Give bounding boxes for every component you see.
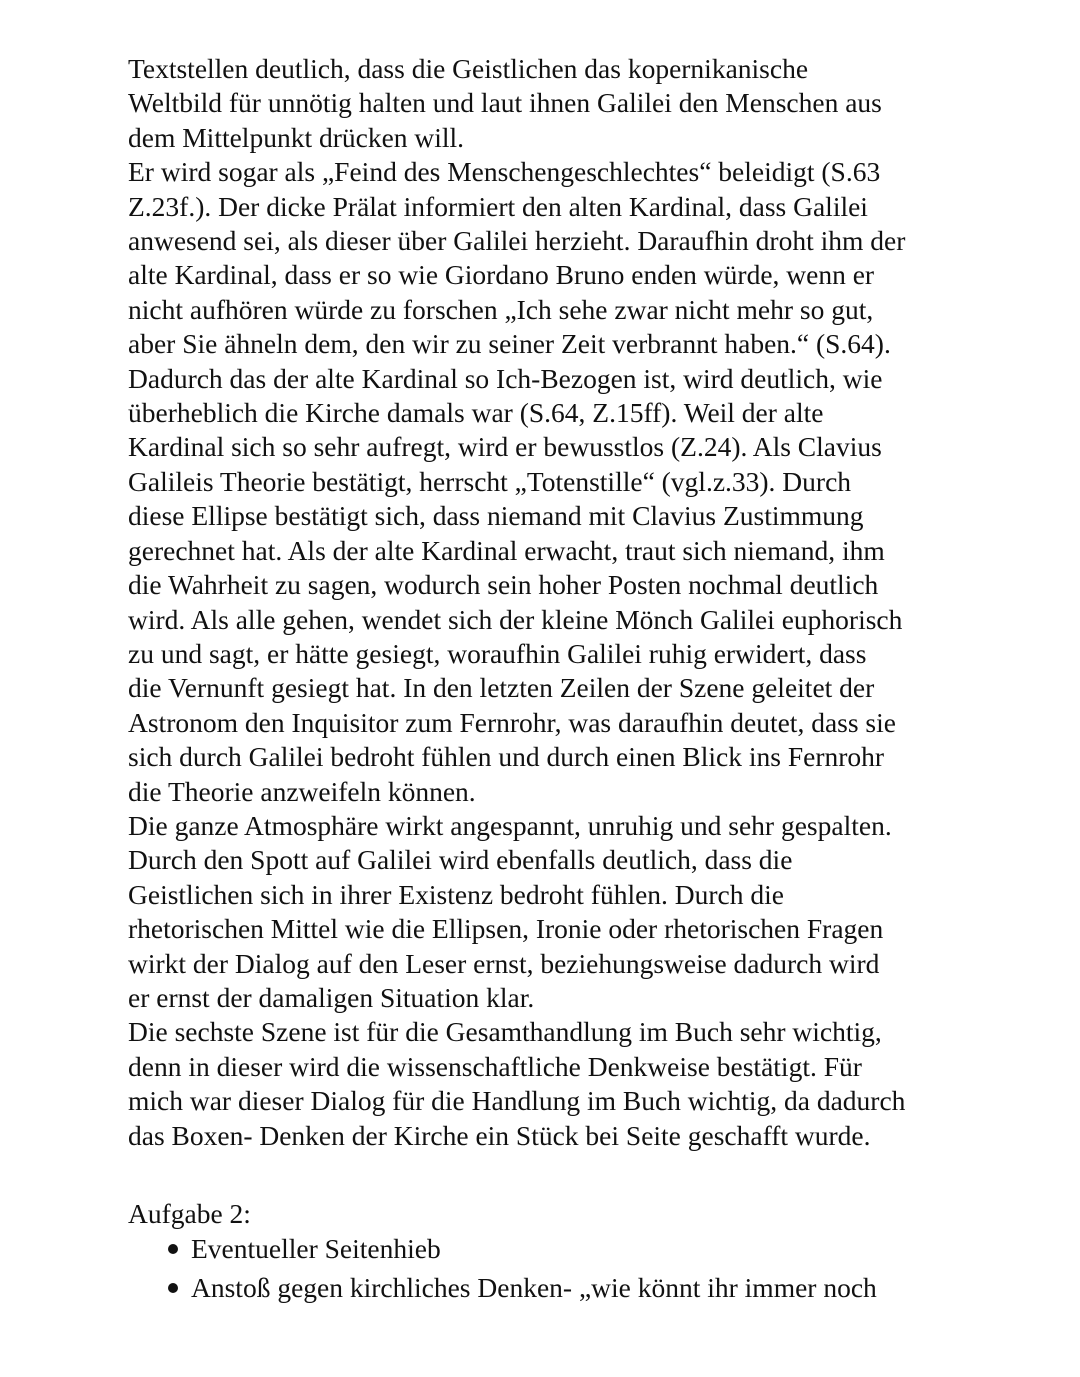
text-line: gerechnet hat. Als der alte Kardinal erwacht, traut sich niemand, ihm xyxy=(128,534,885,566)
text-line: rhetorischen Mittel wie die Ellipsen, Ironie oder rhetorischen Fragen xyxy=(128,913,884,945)
text-line: wird. Als alle gehen, wendet sich der kleine Mönch Galilei euphorisch xyxy=(128,603,903,635)
text-line: alte Kardinal, dass er so wie Giordano Bruno enden würde, wenn er xyxy=(128,259,875,291)
text-line: Durch den Spott auf Galilei wird ebenfalls deutlich, dass die xyxy=(128,844,793,876)
text-line: die Theorie anzweifeln können. xyxy=(128,775,476,807)
list-item xyxy=(165,1232,877,1266)
text-line: wirkt der Dialog auf den Leser ernst, beziehungsweise dadurch wird xyxy=(128,947,880,979)
text-line: Er wird sogar als „Feind des Menschengeschlechtes“ beleidigt (S.63 xyxy=(128,156,881,188)
text-line: Die sechste Szene ist für die Gesamthandlung im Buch sehr wichtig, xyxy=(128,1016,882,1048)
text-line: das Boxen- Denken der Kirche ein Stück bei Seite geschafft wurde. xyxy=(128,1119,871,1151)
text-line: aber Sie ähneln dem, den wir zu seiner Zeit verbrannt haben.“ (S.64). xyxy=(128,328,891,360)
text-line: Textstellen deutlich, dass die Geistlichen das kopernikanische xyxy=(128,53,809,84)
text-line: diese Ellipse bestätigt sich, dass niemand mit Clavius Zustimmung xyxy=(128,500,864,532)
text-line: dem Mittelpunkt drücken will. xyxy=(128,121,465,153)
text-line: sich durch Galilei bedroht fühlen und durch einen Blick ins Fernrohr xyxy=(128,741,885,773)
text-line: die Vernunft gesiegt hat. In den letzten Zeilen der Szene geleitet der xyxy=(128,672,875,704)
bullet-text: Anstoß gegen kirchliches Denken- „wie könnt ihr immer noch xyxy=(191,1272,877,1304)
text-line: Weltbild für unnötig halten und laut ihnen Galilei den Menschen aus xyxy=(128,87,882,119)
text-line: die Wahrheit zu sagen, wodurch sein hoher Posten nochmal deutlich xyxy=(128,569,879,601)
task-heading: Aufgabe 2: xyxy=(128,1198,251,1229)
text-line: Astronom den Inquisitor zum Fernrohr, was daraufhin deutet, dass sie xyxy=(128,706,896,738)
text-line: er ernst der damaligen Situation klar. xyxy=(128,981,535,1013)
text-line: nicht aufhören würde zu forschen „Ich sehe zwar nicht mehr so gut, xyxy=(128,293,874,325)
body-text xyxy=(128,52,968,1153)
bullet-icon xyxy=(168,1244,178,1254)
text-line: mich war dieser Dialog für die Handlung im Buch wichtig, da dadurch xyxy=(128,1085,906,1117)
text-line: anwesend sei, als dieser über Galilei herzieht. Daraufhin droht ihm der xyxy=(128,225,906,257)
bullet-list xyxy=(165,1232,877,1306)
text-line: zu und sagt, er hätte gesiegt, woraufhin Galilei ruhig erwidert, dass xyxy=(128,637,867,669)
text-line: Geistlichen sich in ihrer Existenz bedroht fühlen. Durch die xyxy=(128,878,784,910)
text-line: Die ganze Atmosphäre wirkt angespannt, unruhig und sehr gespalten. xyxy=(128,809,892,841)
list-item xyxy=(165,1271,877,1305)
text-line: überheblich die Kirche damals war (S.64, Z.15ff). Weil der alte xyxy=(128,397,824,429)
bullet-icon xyxy=(168,1283,178,1293)
text-line: Kardinal sich so sehr aufregt, wird er bewusstlos (Z.24). Als Clavius xyxy=(128,431,882,463)
text-line: denn in dieser wird die wissenschaftliche Denkweise bestätigt. Für xyxy=(128,1050,862,1082)
bullet-text: Eventueller Seitenhieb xyxy=(191,1233,441,1264)
text-line: Z.23f.). Der dicke Prälat informiert den alten Kardinal, dass Galilei xyxy=(128,190,868,222)
text-line: Dadurch das der alte Kardinal so Ich-Bezogen ist, wird deutlich, wie xyxy=(128,362,883,394)
text-line: Galileis Theorie bestätigt, herrscht „Totenstille“ (vgl.z.33). Durch xyxy=(128,465,852,497)
